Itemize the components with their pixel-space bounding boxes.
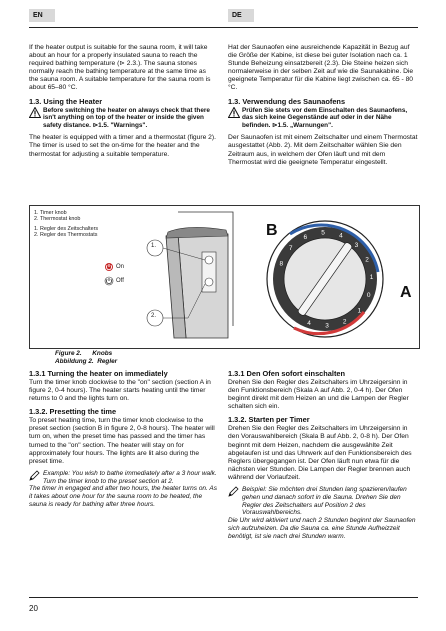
dial-number: 0: [366, 292, 371, 300]
en-heading-1-3: 1.3. Using the Heater: [29, 96, 103, 106]
de-body-1-3-2: Drehen Sie den Regler des Zeitschalters im Uhrzeigersinn in den Vorauswahlbereich (Skala B auf Abb. 2, 0-8 h). Der Ofen beginnt mit dem Heizen, nachdem die ausgewählte Zeit abgelaufen ist und das Uhrwerk auf den Funktionsbereich des Reglers übergegangen ist. Der Ofen läuft nun etwa für die nächsten vier Stunden. Die Lampen der Regler brennen auch während der Vorlaufzeit.: [228, 425, 412, 481]
en-heading-1-3-2: 1.3.2. Presetting the time: [29, 407, 117, 417]
en-example: [29, 470, 217, 486]
section-a-label: A: [400, 284, 412, 301]
de-example: [228, 486, 418, 517]
knob-2-marker: 2.: [151, 313, 157, 319]
dial-number: 1: [357, 307, 362, 315]
dial-number: 4: [307, 319, 311, 327]
de-column-top: [228, 44, 418, 171]
dial-number: 2: [365, 256, 369, 264]
warning-icon: [228, 107, 240, 118]
lang-badge-en: EN: [29, 9, 55, 22]
warning-icon: [29, 107, 41, 118]
en-heading-1-3-1: 1.3.1 Turning the heater on immediately: [29, 369, 168, 378]
dial-number: 5: [321, 229, 325, 237]
timer-dial: [260, 214, 390, 344]
en-column-top: [29, 44, 217, 163]
en-example-text: Example: You wish to bathe immediately after a 3 hour walk. Turn the timer knob to the preset section at 2.: [43, 469, 217, 485]
en-body-1-3: The heater is equipped with a timer and a thermostat (figure 2). The timer is used to set the on-time for the heater and the thermostat for adjusting a suitable temperature.: [29, 134, 216, 158]
dial-number: 1: [369, 274, 374, 282]
en-body-1-3-2: To preset heating time, turn the timer knob clockwise to the preset section (section B in figure 2, 0-8 hours). The heater will turn on, when the preset time has passed and the timer has turned to the "on" section. The heater will stay on for approximately four hours. The lights are lit also during the preset time.: [29, 417, 215, 465]
figure-2-box: [29, 205, 420, 349]
dial-number: 3: [325, 322, 329, 330]
dial-number: 8: [279, 260, 284, 268]
en-example-rest: The timer in engaged and after two hours, the heater turns on. As it takes about one hour for the sauna room to be heated, the sauna is ready for bathing after three hours.: [29, 485, 218, 509]
dial-number: 3: [354, 241, 359, 249]
legend-item: 1. Regler des Zeitschalters: [34, 225, 99, 232]
caption-de-title: Regler: [97, 357, 118, 365]
dial-number: 7: [288, 244, 293, 252]
en-warning: [29, 107, 217, 130]
en-body-1-3-1: Turn the timer knob clockwise to the "on" section (section A in figure 2, 0-4 hours). The heater starts heating until the timer returns to 0 and the lights turn on.: [29, 379, 211, 403]
de-body-1-3-1: Drehen Sie den Regler des Zeitschalters im Uhrzeigersinn in den Funktionsbereich (Skala A auf Abb. 2, 0-4 h). Der Ofen beginnt direkt mit dem Heizen an und die Lampen der Regler schalten sich ein.: [228, 379, 409, 411]
figure-caption: [55, 350, 117, 365]
dial-number: 2: [342, 318, 347, 326]
en-warning-text: Before switching the heater on always check that there isn't anything on top of the heater or inside the given safety distance. ⊳1.5. "Warnings".: [43, 106, 210, 129]
header-divider: [29, 27, 418, 28]
knob-1-marker: 1.: [151, 243, 157, 249]
dial-number: 4: [339, 232, 343, 240]
heater-drawing: [118, 206, 248, 348]
legend-item: 2. Thermostat knob: [34, 216, 81, 223]
de-heading-1-3-1: 1.3.1 Den Ofen sofort einschalten: [228, 369, 346, 378]
page-number: 20: [29, 604, 38, 613]
power-on-icon: [104, 262, 114, 272]
power-off-icon: [104, 276, 114, 286]
section-b-label: B: [266, 222, 278, 239]
de-heading-1-3-2: 1.3.2. Starten per Timer: [228, 415, 310, 425]
dial-number: 6: [303, 234, 308, 242]
pencil-icon: [29, 470, 40, 481]
legend-item: 2. Regler des Thermostats: [34, 232, 98, 239]
figure-legend: [34, 210, 98, 239]
lang-badge-de: DE: [228, 9, 254, 22]
footer-divider: [29, 597, 418, 598]
de-example-rest: Die Uhr wird aktiviert und nach 2 Stunden beginnt der Saunaofen sich aufzuheizen. Da die Sauna ca. eine Stunde Aufheizzeit benötigt, ist sie nach drei Stunden warm.: [228, 517, 416, 540]
de-body-1-3: Der Saunaofen ist mit einem Zeitschalter und einem Thermostat ausgestattet (Abb. 2). Mit dem Zeitschalter wählen Sie den Zeitraum aus, in welchem der Ofen läuft und mit dem Thermostat wird die geeignete Temperatur eingestellt.: [228, 134, 418, 166]
de-intro: Hat der Saunaofen eine ausreichende Kapazität in Bezug auf die Größe der Kabine, ist diese bei guter Isolation nach ca. 1 Stunde Beheizung einsatzbereit (2.3). Die Steine heizen sich normalerweise in der selben Zeit auf wie die Saunakabine. Die geeignete Temperatur für die Kabine liegt zwischen ca. 65 - 80 °C.: [228, 44, 414, 92]
en-column-bottom: [29, 369, 217, 509]
de-warning: [228, 107, 418, 130]
en-intro: If the heater output is suitable for the sauna room, it will take about an hour for a properly insulated sauna to reach the required bathing temperature (⊳ 2.3.). The sauna stones normally reach the bathing temperature at the same time as the sauna room. A suitable temperature for the sauna room is about 65–80 °C.: [29, 44, 211, 92]
de-warning-text: Prüfen Sie stets vor dem Einschalten des Saunaofens, das sich keine Gegenstände auf oder in der Nähe befinden. ⊳1.5. „Warnungen".: [242, 106, 408, 129]
on-label: On: [116, 264, 125, 270]
legend-item: 1. Timer knob: [34, 210, 67, 216]
caption-en-title: Knobs: [92, 350, 113, 357]
caption-en-number: Figure 2.: [55, 350, 82, 357]
de-example-text: Beispiel: Sie möchten drei Stunden lang spazieren/laufen gehen und danach sofort in die Sauna. Drehen Sie den Regler des Zeitschalters auf Position 2 des Vorauswahlbereichs.: [242, 486, 407, 517]
off-label: Off: [116, 278, 124, 284]
de-column-bottom: [228, 369, 418, 541]
caption-de-number: Abbildung 2.: [55, 357, 94, 365]
de-heading-1-3: 1.3. Verwendung des Saunaofens: [228, 96, 346, 106]
pencil-icon: [228, 486, 239, 497]
